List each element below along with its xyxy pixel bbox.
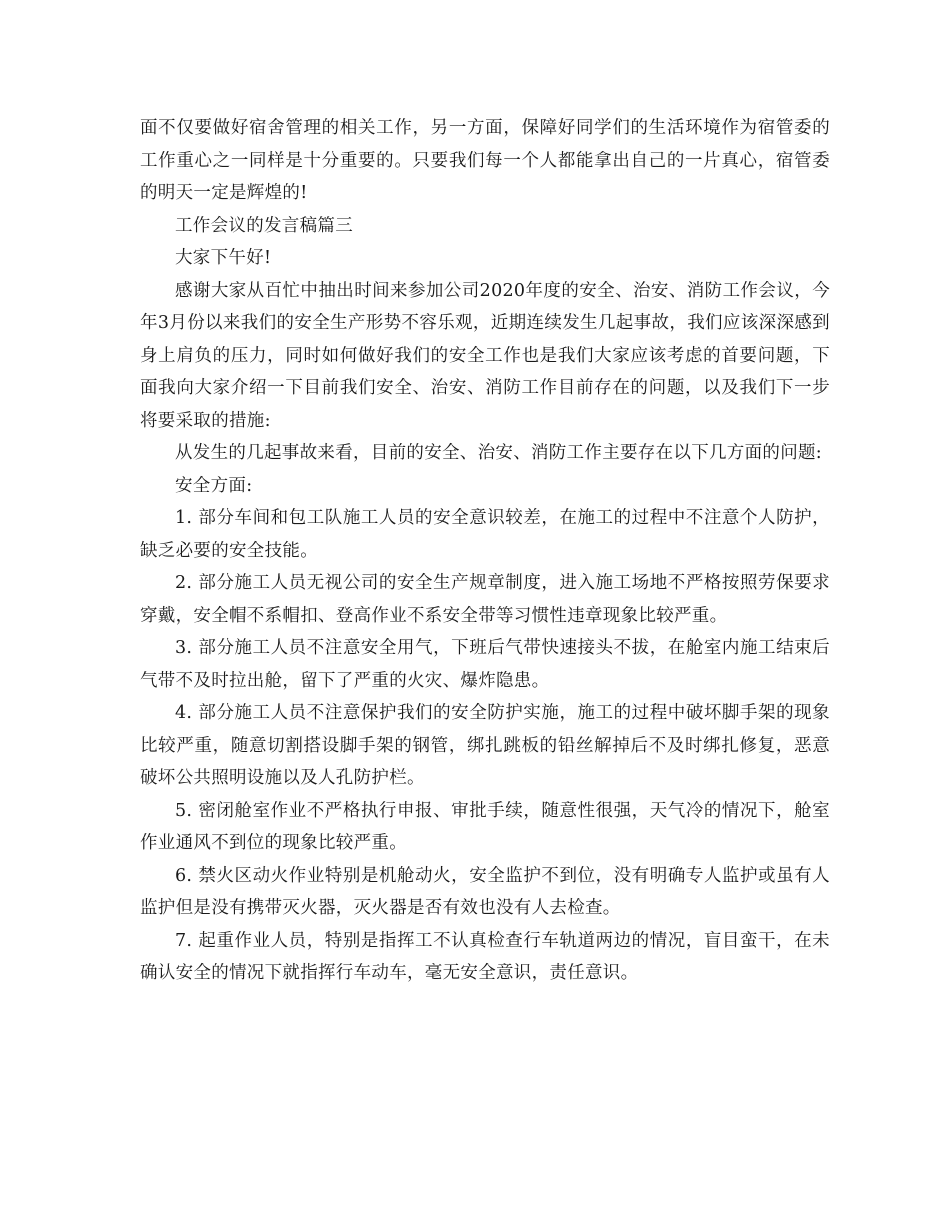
greeting-paragraph: 大家下午好! — [175, 248, 272, 268]
list-item: 1. 部分车间和包工队施工人员的安全意识较差，在施工的过程中不注意个人防护，缺乏必要的安全技能。 — [140, 508, 830, 561]
list-item: 3. 部分施工人员不注意安全用气，下班后气带快速接头不拔，在舱室内施工结束后气带不及时拉出舱，留下了严重的火灾、爆炸隐患。 — [140, 638, 830, 691]
list-item: 6. 禁火区动火作业特别是机舱动火，安全监护不到位，没有明确专人监护或虽有人监护但是没有携带灭火器，灭火器是否有效也没有人去检查。 — [140, 865, 830, 918]
document-body — [140, 112, 830, 990]
paragraph-continuation: 面不仅要做好宿舍管理的相关工作，另一方面，保障好同学们的生活环境作为宿管委的工作重心之一同样是十分重要的。只要我们每一个人都能拿出自己的一片真心，宿管委的明天一定是辉煌的! — [140, 118, 830, 203]
list-item: 7. 起重作业人员，特别是指挥工不认真检查行车轨道两边的情况，盲目蛮干，在未确认安全的情况下就指挥行车动车，毫无安全意识，责任意识。 — [140, 930, 830, 983]
list-item: 4. 部分施工人员不注意保护我们的安全防护实施，施工的过程中破坏脚手架的现象比较严重，随意切割搭设脚手架的钢管，绑扎跳板的铅丝解掉后不及时绑扎修复，恶意破坏公共照明设施以及人孔防护栏。 — [140, 703, 830, 788]
safety-heading: 安全方面: — [175, 475, 253, 496]
section-title: 工作会议的发言稿篇三 — [175, 215, 353, 236]
intro-paragraph: 感谢大家从百忙中抽出时间来参加公司2020年度的安全、治安、消防工作会议，今年3月份以来我们的安全生产形势不容乐观，近期连续发生几起事故，我们应该深深感到身上肩负的压力，同时如何做好我们的安全工作也是我们大家应该考虑的首要问题，下面我向大家介绍一下目前我们安全、治安、消防工作目前存在的问题，以及我们下一步将要采取的措施: — [140, 280, 830, 431]
list-item: 2. 部分施工人员无视公司的安全生产规章制度，进入施工场地不严格按照劳保要求穿戴，安全帽不系帽扣、登高作业不系安全带等习惯性违章现象比较严重。 — [140, 573, 830, 626]
problems-paragraph: 从发生的几起事故来看，目前的安全、治安、消防工作主要存在以下几方面的问题: — [175, 443, 822, 463]
list-item: 5. 密闭舱室作业不严格执行申报、审批手续，随意性很强，天气冷的情况下，舱室作业通风不到位的现象比较严重。 — [140, 800, 830, 853]
